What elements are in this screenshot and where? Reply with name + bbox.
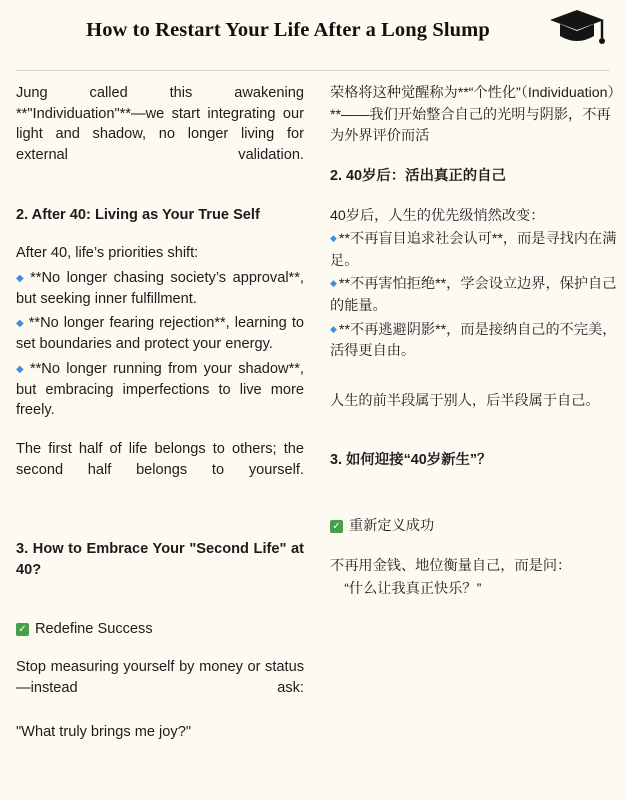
bullet-text: **No longer chasing society’s approval**, but seeking inner fulfillment.: [16, 270, 304, 307]
bullet-item: [330, 229, 618, 272]
section-2-intro-zh: 40岁后，人生的优先级悄然改变：: [330, 207, 545, 224]
check-badge-icon: ✓: [330, 520, 343, 533]
graduation-cap-icon: [548, 4, 606, 52]
diamond-bullet-icon: ◆: [16, 318, 25, 330]
check-item-en: [16, 619, 304, 640]
diamond-bullet-icon: ◆: [16, 273, 27, 285]
diamond-bullet-icon: ◆: [16, 363, 26, 375]
bullet-text: **No longer running from your shadow**, but embracing imperfections to live more freely.: [16, 360, 304, 419]
check-body-en: Stop measuring yourself by money or status—instead ask:: [16, 659, 304, 697]
bullet-item: [16, 268, 304, 309]
two-column-body: [16, 71, 617, 754]
check-item-label: 重新定义成功: [349, 518, 435, 535]
bullet-item: [330, 320, 618, 363]
intro-paragraph-zh: 荣格将这种觉醒称为**“个性化”（Individuation）**——我们开始整合自己的光明与阴影，不再为外界评价而活: [330, 85, 615, 145]
page-title: How to Restart Your Life After a Long Slump: [86, 19, 490, 41]
quote-zh: “什么让我真正快乐？”: [344, 581, 482, 598]
closing-paragraph-zh: 人生的前半段属于别人，后半段属于自己。: [330, 392, 600, 409]
bullet-text: **不再逃避阴影**，而是接纳自己的不完美，活得更自由。: [330, 321, 617, 360]
bullet-item: [330, 274, 618, 317]
bullet-item: [16, 313, 304, 354]
document-header: [16, 0, 610, 62]
bullet-text: **不再盲目追求社会认可**，而是寻找内在满足。: [330, 231, 617, 269]
section-2-heading-en: 2. After 40: Living as Your True Self: [16, 206, 260, 223]
section-2-heading-zh: 2. 40岁后：活出真正的自己: [330, 167, 506, 184]
bullet-item: [16, 359, 304, 421]
check-badge-icon: ✓: [16, 623, 29, 636]
diamond-bullet-icon: ◆: [330, 233, 337, 244]
section-3-heading-zh: 3. 如何迎接“40岁新生”？: [330, 452, 492, 469]
bullet-text: **No longer fearing rejection**, learning to set boundaries and protect your energy.: [16, 315, 304, 353]
check-item-zh: [330, 516, 618, 538]
section-3-heading-en: 3. How to Embrace Your "Second Life" at 40?: [16, 541, 304, 578]
diamond-bullet-icon: ◆: [330, 278, 337, 289]
diamond-bullet-icon: ◆: [330, 323, 337, 334]
quote-en: "What truly brings me joy?": [16, 723, 192, 740]
intro-paragraph-en: Jung called this awakening **"Individuation"**—we start integrating our light and shadow, no longer living for external validation.: [16, 85, 304, 164]
bullet-text: **不再害怕拒绝**，学会设立边界，保护自己的能量。: [330, 276, 617, 314]
section-2-intro-en: After 40, life’s priorities shift:: [16, 245, 199, 262]
chinese-column: [330, 83, 618, 754]
english-column: [16, 83, 304, 754]
check-body-zh: 不再用金钱、地位衡量自己，而是问：: [330, 557, 572, 574]
check-item-label: Redefine Success: [35, 620, 153, 637]
closing-paragraph-en: The first half of life belongs to others; the second half belongs to yourself.: [16, 441, 304, 478]
